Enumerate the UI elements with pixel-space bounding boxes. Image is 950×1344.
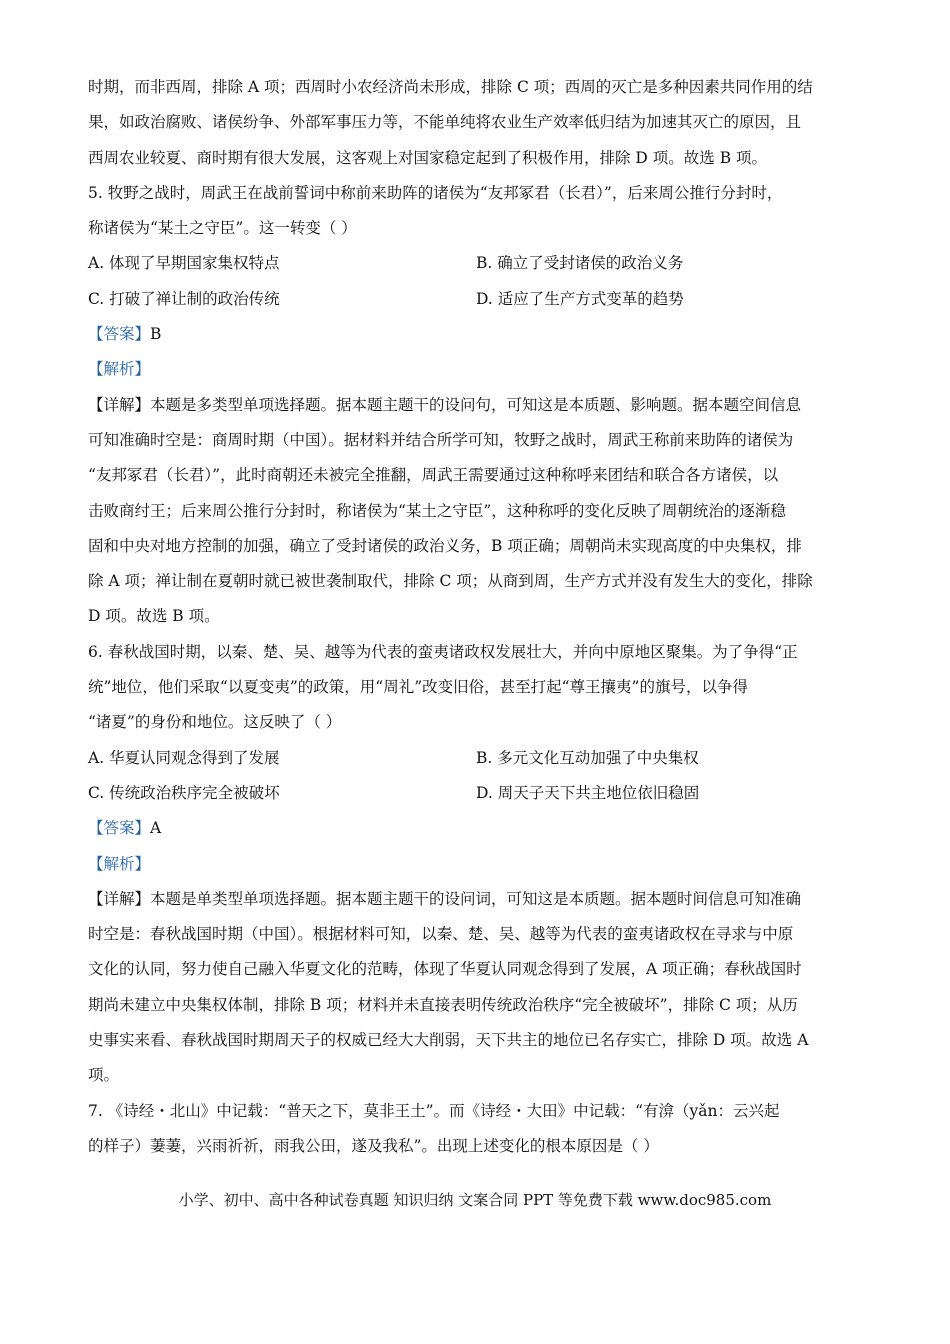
question-7-stem [88,1094,864,1165]
previous-explanation [88,70,864,176]
question-6-options [88,741,864,812]
analysis-tag: 【解析】 [88,360,151,379]
text-line: 固和中央对地方控制的加强，确立了受封诸侯的政治义务，B 项正确；周朝尚未实现高度的中央集权，排 [88,536,802,555]
detail-tag: 【详解】 [88,395,151,414]
text-line: 果，如政治腐败、诸侯纷争、外部军事压力等，不能单纯将农业生产效率低归结为加速其灭亡的原因，且 [88,113,802,132]
text-line: 称诸侯为“某土之守臣”。这一转变（ ） [88,219,357,238]
text-line: 6. 春秋战国时期，以秦、楚、吴、越等为代表的蛮夷诸政权发展壮大，并向中原地区聚集。为了争得“正 [88,642,798,661]
answer-tag: 【答案】 [88,325,151,344]
text-line [88,882,864,917]
analysis-tag: 【解析】 [88,854,151,873]
answer-value: A [150,819,162,838]
text-line: 文化的认同，努力使自己融入华夏文化的范畴，体现了华夏认同观念得到了发展，A 项正确；春秋战国时 [88,960,802,979]
text-line: 期尚未建立中央集权体制，排除 B 项；材料并未直接表明传统政治秩序“完全被破坏”，排除 C 项；从历 [88,995,798,1014]
question-5-answer [88,317,864,352]
question-5-options [88,246,864,317]
question-6-detail [88,882,864,1094]
text-line: 可知准确时空是：商周时期（中国）。据材料并结合所学可知，牧野之战时，周武王称前来助阵的诸侯为 [88,430,794,449]
detail-text: 本题是多类型单项选择题。据本题主题干的设问句，可知这是本质题、影响题。据本题空间信息 [150,395,802,414]
text-line [88,388,864,423]
question-5-analysis [88,352,864,387]
detail-tag: 【详解】 [88,889,151,908]
text-line: 史事实来看、春秋战国时期周天子的权威已经大大削弱，天下共主的地位已名存实亡，排除 D 项。故选 A [88,1031,809,1050]
detail-text: 本题是单类型单项选择题。据本题主题干的设问词，可知这是本质题。据本题时间信息可知准确 [150,889,802,908]
option-c: C. 传统政治秩序完全被破坏 [88,783,280,802]
text-line: 除 A 项；禅让制在夏朝时就已被世袭制取代，排除 C 项；从商到周，生产方式并没有发生大的变化，排除 [88,572,813,591]
option-d: D. 周天子天下共主地位依旧稳固 [476,783,700,802]
text-line: “诸夏”的身份和地位。这反映了（ ） [88,713,342,732]
question-5-detail [88,388,864,635]
question-6-answer [88,811,864,846]
document-content [88,70,864,1164]
option-a: A. 体现了早期国家集权特点 [88,254,280,273]
text-line: 击败商纣王；后来周公推行分封时，称诸侯为“某土之守臣”，这种称呼的变化反映了周朝统治的逐渐稳 [88,501,786,520]
option-b: B. 确立了受封诸侯的政治义务 [476,254,684,273]
option-d: D. 适应了生产方式变革的趋势 [476,289,684,308]
text-line: 7. 《诗经・北山》中记载：“普天之下，莫非王土”。而《诗经・大田》中记载：“有渰（yǎn：云兴起 [88,1101,780,1120]
text-line: 西周农业较夏、商时期有很大发展，这客观上对国家稳定起到了积极作用，排除 D 项。故选 B 项。 [88,148,768,167]
text-line: 时期，而非西周，排除 A 项；西周时小农经济尚未形成，排除 C 项；西周的灭亡是多种因素共同作用的结 [88,78,813,96]
question-5-stem [88,176,864,247]
question-6-analysis [88,847,864,882]
text-line: 项。 [88,1066,120,1085]
option-c: C. 打破了禅让制的政治传统 [88,289,280,308]
answer-tag: 【答案】 [88,819,151,838]
text-line: “友邦冢君（长君）”，此时商朝还未被完全推翻，周武王需要通过这种称呼来团结和联合各方诸侯，以 [88,466,779,485]
question-6-stem [88,635,864,741]
answer-value: B [150,325,162,344]
text-line: D 项。故选 B 项。 [88,607,220,626]
text-line: 时空是：春秋战国时期（中国）。根据材料可知，以秦、楚、吴、越等为代表的蛮夷诸政权在寻求与中原 [88,925,794,944]
page-footer: 小学、初中、高中各种试卷真题 知识归纳 文案合同 PPT 等免费下载 www.doc985.com [178,1191,772,1209]
option-a: A. 华夏认同观念得到了发展 [88,748,280,767]
text-line: 的样子）萋萋，兴雨祈祈，雨我公田，遂及我私”。出现上述变化的根本原因是（ ） [88,1136,659,1155]
option-b: B. 多元文化互动加强了中央集权 [476,748,699,767]
text-line: 5. 牧野之战时，周武王在战前誓词中称前来助阵的诸侯为“友邦冢君（长君）”，后来周公推行分封时， [88,183,783,202]
text-line: 统”地位，他们采取“以夏变夷”的政策，用“周礼”改变旧俗，甚至打起“尊王攘夷”的旗号，以争得 [88,678,748,697]
